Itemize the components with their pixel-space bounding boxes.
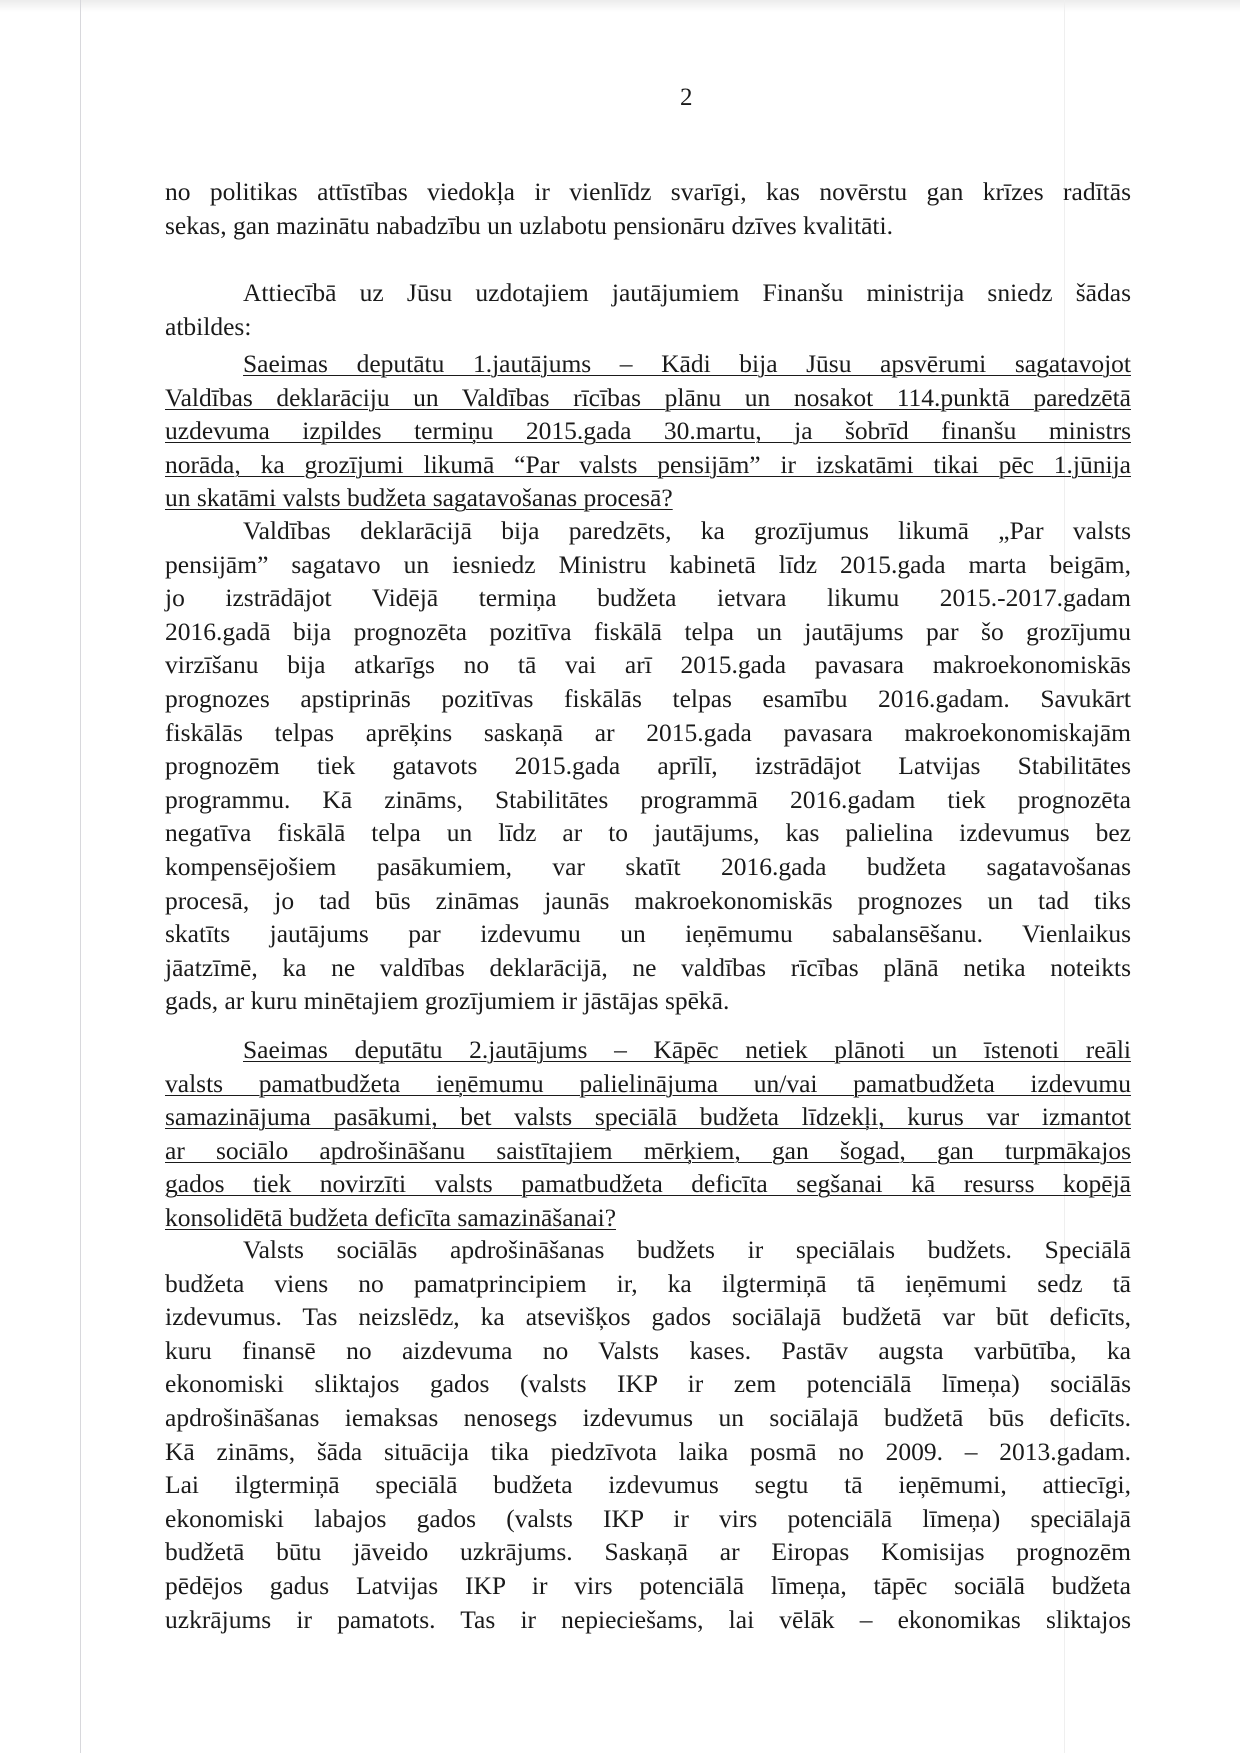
text-line (165, 1167, 1131, 1201)
text-line (165, 448, 1131, 482)
text-line (165, 414, 1131, 448)
text-line-content: Valsts sociālās apdrošināšanas budžets ir speciālais budžets. Speciālā (243, 1235, 1131, 1264)
text-line-content: pēdējos gadus Latvijas IKP ir virs potenciālā līmeņa, tāpēc sociālā budžeta (165, 1570, 1131, 1600)
text-line (165, 481, 1131, 515)
text-line-content: budžetā būtu jāveido uzkrājums. Saskaņā ar Eiropas Komisijas prognozēm (165, 1537, 1131, 1567)
text-line (165, 514, 1131, 548)
text-line (165, 951, 1131, 985)
text-line-content: ar sociālo apdrošināšanu saistītajiem mērķiem, gan šogad, gan turpmākajos (165, 1135, 1131, 1165)
text-line-content: uzdevuma izpildes termiņu 2015.gada 30.martu, ja šobrīd finanšu ministrs (165, 416, 1131, 446)
text-line-content: gados tiek novirzīti valsts pamatbudžeta deficīta segšanai kā resurss kopējā (165, 1169, 1131, 1199)
text-line (165, 1569, 1131, 1603)
text-line-content: fiskālās telpas aprēķins saskaņā ar 2015.gada pavasara makroekonomiskajām (165, 717, 1131, 747)
text-line (165, 648, 1131, 682)
text-line-content: Saeimas deputātu 2.jautājums – Kāpēc netiek plānoti un īstenoti reāli (243, 1035, 1131, 1064)
body-paragraph (165, 276, 1131, 343)
text-line-content: Valdības deklarāciju un Valdības rīcības plānu un nosakot 114.punktā paredzētā (165, 382, 1131, 412)
text-line-content: pensijām” sagatavo un iesniedz Ministru kabinetā līdz 2015.gada marta beigām, (165, 549, 1131, 579)
text-line (165, 1033, 1131, 1067)
text-line-content: izdevumus. Tas neizslēdz, ka atsevišķos gados sociālajā budžetā var būt deficīts, (165, 1302, 1131, 1332)
text-line-content: norāda, ka grozījumi likumā “Par valsts pensijām” ir izskatāmi tikai pēc 1.jūnija (165, 449, 1131, 479)
page-number: 2 (680, 84, 693, 111)
text-line (165, 1468, 1131, 1502)
text-line (165, 1067, 1131, 1101)
text-line (165, 548, 1131, 582)
text-line-content: Kā zināms, šāda situācija tika piedzīvota laika posmā no 2009. – 2013.gadam. (165, 1436, 1131, 1466)
text-line-content: Saeimas deputātu 1.jautājums – Kādi bija Jūsu apsvērumi sagatavojot (243, 349, 1131, 378)
text-line (165, 310, 1131, 344)
text-line (165, 850, 1131, 884)
text-line (165, 209, 1131, 243)
text-line-content: konsolidētā budžeta deficīta samazināšanai? (165, 1202, 617, 1232)
text-line (165, 1502, 1131, 1536)
text-line-content: programmu. Kā zināms, Stabilitātes programmā 2016.gadam tiek prognozēta (165, 784, 1131, 814)
text-line-content: samazinājuma pasākumi, bet valsts speciālā budžeta līdzekļi, kurus var izmantot (165, 1102, 1131, 1132)
text-line (165, 783, 1131, 817)
text-line-content: skatīts jautājums par izdevumu un ieņēmumu sabalansēšanu. Vienlaikus (165, 919, 1131, 949)
text-line-content: virzīšanu bija atkarīgs no tā vai arī 2015.gada pavasara makroekonomiskās (165, 650, 1131, 680)
text-line (165, 816, 1131, 850)
text-line-content: Valdības deklarācijā bija paredzēts, ka grozījumus likumā „Par valsts (243, 516, 1131, 545)
text-line-content: prognozes apstiprinās pozitīvas fiskālās telpas esamību 2016.gadam. Savukārt (165, 683, 1131, 713)
text-line (165, 716, 1131, 750)
text-line-content: valsts pamatbudžeta ieņēmumu palielinājuma un/vai pamatbudžeta izdevumu (165, 1068, 1131, 1098)
left-margin-line (80, 0, 81, 1753)
text-line (165, 1603, 1131, 1637)
text-line (165, 1134, 1131, 1168)
text-line (165, 917, 1131, 951)
text-line (165, 1300, 1131, 1334)
text-line (165, 1435, 1131, 1469)
text-line (165, 749, 1131, 783)
text-line (165, 1401, 1131, 1435)
text-line-content: jāatzīmē, ka ne valdības deklarācijā, ne valdības rīcības plānā netika noteikts (165, 952, 1131, 982)
text-line-content: procesā, jo tad būs zināmas jaunās makroekonomiskās prognozes un tad tiks (165, 885, 1131, 915)
text-line (165, 1334, 1131, 1368)
text-line-content: 2016.gadā bija prognozēta pozitīva fiskālā telpa un jautājums par šo grozījumu (165, 616, 1131, 646)
text-line-content: ekonomiski labajos gados (valsts IKP ir virs potenciālā līmeņa) speciālajā (165, 1503, 1131, 1533)
text-line (165, 984, 1131, 1018)
text-line-content: atbildes: (165, 311, 252, 341)
text-line (165, 347, 1131, 381)
text-line (165, 884, 1131, 918)
text-line-content: Attiecībā uz Jūsu uzdotajiem jautājumiem Finanšu ministrija sniedz šādas (243, 278, 1131, 307)
text-line (165, 1267, 1131, 1301)
text-line (165, 615, 1131, 649)
question-paragraph (165, 1033, 1131, 1235)
question-paragraph (165, 347, 1131, 515)
text-line (165, 1100, 1131, 1134)
text-line (165, 1233, 1131, 1267)
text-line (165, 276, 1131, 310)
text-line-content: Lai ilgtermiņā speciālā budžeta izdevumus segtu tā ieņēmumi, attiecīgi, (165, 1470, 1131, 1500)
text-line-content: no politikas attīstības viedokļa ir vienlīdz svarīgi, kas novērstu gan krīzes radītās (165, 177, 1131, 206)
text-line-content: jo izstrādājot Vidējā termiņa budžeta ietvara likumu 2015.-2017.gadam (165, 583, 1131, 613)
scan-top-edge (0, 0, 1240, 12)
text-line-content: gads, ar kuru minētajiem grozījumiem ir jāstājas spēkā. (165, 986, 730, 1016)
text-line-content: kompensējošiem pasākumiem, var skatīt 2016.gada budžeta sagatavošanas (165, 851, 1131, 881)
text-line-content: sekas, gan mazinātu nabadzību un uzlabotu pensionāru dzīves kvalitāti. (165, 210, 893, 240)
text-line-content: budžeta viens no pamatprincipiem ir, ka ilgtermiņā tā ieņēmumi sedz tā (165, 1268, 1131, 1298)
text-line (165, 1535, 1131, 1569)
text-line (165, 1201, 1131, 1235)
body-paragraph (165, 514, 1131, 1018)
text-line (165, 175, 1131, 209)
text-line-content: uzkrājums ir pamatots. Tas ir nepieciešams, lai vēlāk – ekonomikas sliktajos (165, 1604, 1131, 1634)
text-line-content: un skatāmi valsts budžeta sagatavošanas procesā? (165, 483, 673, 513)
text-line-content: negatīva fiskālā telpa un līdz ar to jautājums, kas palielina izdevumus bez (165, 818, 1131, 848)
text-line (165, 682, 1131, 716)
text-line (165, 381, 1131, 415)
text-line (165, 581, 1131, 615)
text-line-content: ekonomiski sliktajos gados (valsts IKP ir zem potenciālā līmeņa) sociālās (165, 1369, 1131, 1399)
text-line (165, 1367, 1131, 1401)
text-line-content: prognozēm tiek gatavots 2015.gada aprīlī, izstrādājot Latvijas Stabilitātes (165, 751, 1131, 781)
body-paragraph (165, 175, 1131, 242)
text-line-content: apdrošināšanas iemaksas nenosegs izdevumus un sociālajā budžetā būs deficīts. (165, 1402, 1131, 1432)
text-line-content: kuru finansē no aizdevuma no Valsts kases. Pastāv augsta varbūtība, ka (165, 1335, 1131, 1365)
body-paragraph (165, 1233, 1131, 1636)
